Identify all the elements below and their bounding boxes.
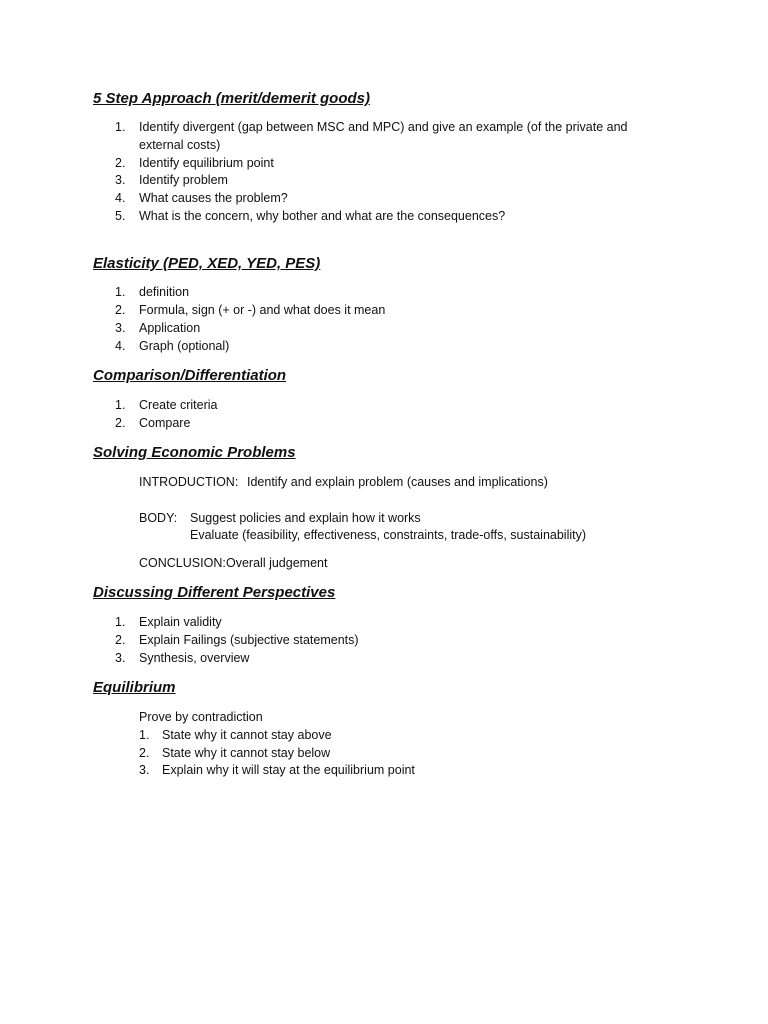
section-heading-comparison: Comparison/Differentiation	[93, 367, 287, 384]
body-label: BODY:	[139, 511, 178, 525]
introduction-label: INTRODUCTION:	[139, 475, 239, 489]
conclusion-text: Overall judgement	[226, 556, 328, 570]
body-text-2: Evaluate (feasibility, effectiveness, constraints, trade-offs, sustainability)	[190, 528, 587, 542]
conclusion-label: CONCLUSION:	[139, 556, 226, 570]
body-text-1: Suggest policies and explain how it works	[190, 511, 421, 525]
section-heading-elasticity: Elasticity (PED, XED, YED, PES)	[93, 255, 321, 272]
introduction-text: Identify and explain problem (causes and implications)	[247, 475, 548, 489]
section-heading-equilibrium: Equilibrium	[93, 679, 176, 696]
document-page: 5 Step Approach (merit/demerit goods) 1. Identify divergent (gap between MSC and MPC) and give an example (of the private and external costs) 2. Identify equilibrium point 3. Identify problem 4. What causes the problem? 5. What is the concern, why bother and what are the consequences? Elasticity (PED, XED, YED, PES) 1. definition 2. Formula, sign (+ or -) and what does it mean 3. Application 4. Graph (optional) Comparison/Differentiation 1. Create criteria 2. Compare Solving Economic Problems INTRODUCTION: Identify and explain problem (causes and implications) BODY: Suggest policies and explain how it works Evaluate (feasibility, effectiveness, constraints, trade-offs, sustainability) CONCLUSION: Overall judgement Discussing Different Perspectives 1. Explain validity 2. Explain Failings (subjective statements) 3. Synthesis, overview Equilibrium Prove by contradiction 1. State why it cannot stay above 2. State why it cannot stay below 3. Explain why it will stay at the equilibrium point	[93, 90, 628, 777]
section-heading-five-step: 5 Step Approach (merit/demerit goods)	[93, 90, 370, 107]
section-heading-solving: Solving Economic Problems	[93, 444, 296, 461]
section-heading-perspectives: Discussing Different Perspectives	[93, 584, 336, 601]
